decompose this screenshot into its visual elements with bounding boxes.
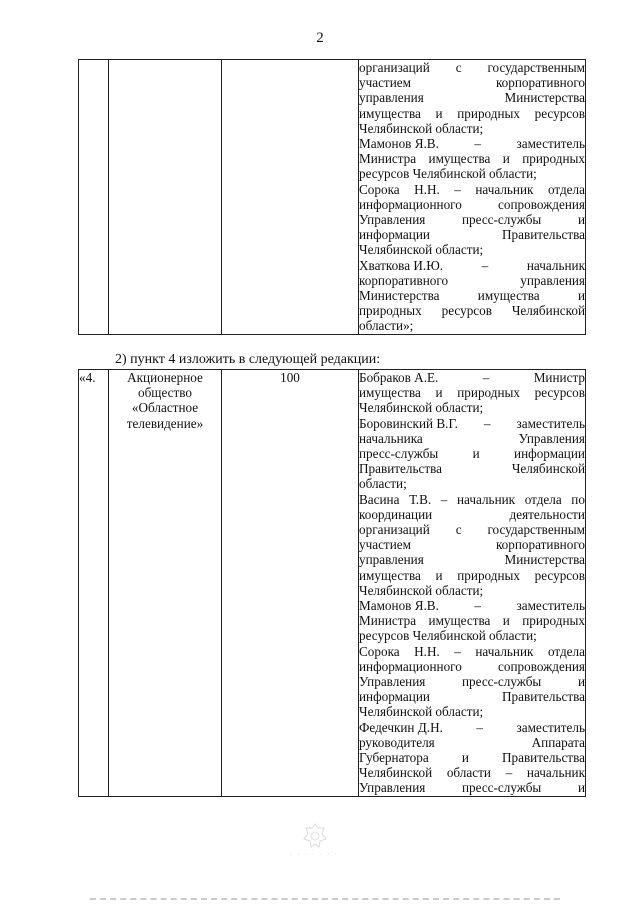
text-word: Челябинской <box>511 303 585 319</box>
text-word: имущества <box>359 105 421 121</box>
text-word: пресс-службы <box>359 446 439 462</box>
text-word: Челябинской области; <box>359 704 484 720</box>
text-word: – <box>476 719 483 735</box>
text-line <box>359 90 585 105</box>
text-word: Правительства <box>501 750 585 766</box>
text-line <box>359 704 585 719</box>
text-line <box>359 537 585 552</box>
text-word: природных <box>522 613 585 629</box>
text-line <box>359 461 585 476</box>
text-word: корпоративного <box>495 537 585 553</box>
text-word: – <box>483 415 491 431</box>
text-line <box>359 492 585 507</box>
text-word: начальник <box>475 643 534 659</box>
text-line <box>359 258 585 273</box>
text-line <box>359 182 585 197</box>
text-line <box>359 659 585 674</box>
cell-number <box>79 370 109 797</box>
text-word: начальник <box>456 491 516 507</box>
text-word: природных <box>359 303 422 319</box>
text-word: и <box>472 446 480 462</box>
text-word: управления <box>359 552 424 568</box>
text-line <box>359 318 585 333</box>
text-word: Т.В. <box>409 491 432 507</box>
text-word: Министра <box>359 151 417 167</box>
text-word: заместитель <box>516 415 585 431</box>
text-word: и <box>435 567 443 583</box>
text-line <box>359 106 585 121</box>
text-word: управления <box>520 272 585 288</box>
text-word: Сорока <box>359 643 400 659</box>
text-line <box>359 674 585 689</box>
cell-share <box>222 370 359 797</box>
text-word: и <box>577 674 585 690</box>
text-word: с <box>455 522 462 538</box>
organization-line: телевидение» <box>126 415 204 431</box>
text-word: Челябинской области; <box>359 400 484 416</box>
text-word: и <box>461 750 469 766</box>
text-line <box>359 136 585 151</box>
text-word: Правительства <box>502 689 585 705</box>
text-word: Министерства <box>504 552 585 568</box>
text-line <box>359 735 585 750</box>
representatives-text <box>359 370 585 796</box>
share-percent: 100 <box>280 370 300 385</box>
text-word: Челябинской <box>511 461 585 477</box>
page-bottom-artifact <box>90 898 560 900</box>
table-row <box>79 370 586 797</box>
text-line <box>359 60 585 75</box>
text-word: Мамонов Я.В. <box>359 598 439 614</box>
table-row <box>79 60 586 335</box>
text-word: Челябинской области; <box>359 120 484 136</box>
text-line <box>359 583 585 598</box>
text-line <box>359 644 585 659</box>
text-word: корпоративного <box>359 272 449 288</box>
text-word: пресс-службы <box>462 780 542 796</box>
text-word: ресурсов <box>534 567 585 583</box>
cell-organization <box>109 370 222 797</box>
text-line <box>359 212 585 227</box>
text-word: и <box>435 105 443 121</box>
organization-line: общество <box>138 385 192 401</box>
text-line <box>359 121 585 136</box>
organization-name <box>109 370 221 431</box>
text-word: сопровождения <box>498 658 585 674</box>
text-word: и <box>577 212 585 228</box>
cell-representatives <box>359 370 586 797</box>
text-word: области <box>446 765 491 781</box>
text-word: Бобраков А.Е. <box>359 370 439 385</box>
text-word: Мамонов Я.В. <box>359 136 439 152</box>
text-line <box>359 273 585 288</box>
text-word: Хваткова И.Ю. <box>359 257 444 273</box>
text-word: Челябинской <box>359 765 433 781</box>
text-word: и <box>577 288 585 304</box>
text-word: Васина <box>359 491 400 507</box>
seal-watermark <box>302 822 328 850</box>
text-word: Н.Н. <box>414 643 440 659</box>
text-word: Управления <box>359 674 426 690</box>
text-word: начальник <box>475 181 534 197</box>
stamp-dots: · · · · · · · <box>290 852 339 858</box>
text-word: с <box>455 60 462 75</box>
text-word: – <box>474 136 481 152</box>
cell-organization <box>109 60 222 335</box>
text-line <box>359 242 585 257</box>
text-word: Федечкин Д.Н. <box>359 719 443 735</box>
text-line <box>359 400 585 415</box>
organization-line: «Областное <box>131 400 199 416</box>
text-word: Сорока <box>359 181 400 197</box>
text-word: Управления <box>518 430 585 446</box>
text-word: Правительства <box>359 461 442 477</box>
text-word: управления <box>359 90 424 106</box>
text-word: природных <box>457 385 520 401</box>
text-word: Министерства <box>504 90 585 106</box>
text-word: – <box>481 257 489 273</box>
text-word: участием <box>359 75 411 91</box>
text-line <box>359 598 585 613</box>
text-word: информации <box>359 689 430 705</box>
text-word: – <box>454 181 461 197</box>
text-word: имущества <box>359 567 421 583</box>
text-word: заместитель <box>516 598 585 614</box>
text-word: и <box>502 613 510 629</box>
text-line <box>359 689 585 704</box>
text-word: Губернатора <box>359 750 429 766</box>
text-word: – <box>454 643 461 659</box>
text-word: пресс-службы <box>462 212 542 228</box>
text-line <box>359 522 585 537</box>
members-table-continued <box>78 59 586 335</box>
text-word: организаций <box>359 522 430 538</box>
text-line <box>359 628 585 643</box>
text-word: руководителя <box>359 734 435 750</box>
text-word: Правительства <box>502 227 585 243</box>
text-word: начальника <box>359 430 423 446</box>
text-word: – <box>505 765 513 781</box>
text-line <box>359 552 585 567</box>
text-word: области»; <box>359 318 414 334</box>
cell-number <box>79 60 109 335</box>
text-word: отдела <box>524 491 562 507</box>
text-line <box>359 750 585 765</box>
text-word: ресурсов Челябинской области; <box>359 628 537 644</box>
text-line <box>359 720 585 735</box>
text-word: государственным <box>487 522 585 538</box>
text-word: Аппарата <box>531 734 585 750</box>
text-word: природных <box>457 105 520 121</box>
text-word: природных <box>457 567 520 583</box>
text-word: Министра <box>359 613 417 629</box>
text-word: Боровинский В.Г. <box>359 415 458 431</box>
text-word: ресурсов <box>534 105 585 121</box>
text-word: – <box>474 598 481 614</box>
text-line <box>359 197 585 212</box>
item-number: «4. <box>79 370 96 385</box>
text-word: имущества <box>359 385 421 401</box>
text-word: начальник <box>526 765 585 781</box>
text-word: ресурсов <box>441 303 492 319</box>
text-word: Управления <box>359 780 426 796</box>
text-word: корпоративного <box>495 75 585 91</box>
text-word: и <box>577 780 585 796</box>
text-word: информационного <box>359 196 462 212</box>
text-word: отдела <box>547 643 585 659</box>
text-word: имущества <box>477 288 540 304</box>
text-line <box>359 613 585 628</box>
text-word: ресурсов <box>534 385 585 401</box>
text-word: деятельности <box>509 506 585 522</box>
text-word: по <box>571 491 585 507</box>
cell-representatives <box>359 60 586 335</box>
text-word: координации <box>359 506 433 522</box>
text-line <box>359 166 585 181</box>
text-word: области; <box>359 476 407 492</box>
text-word: и <box>502 151 510 167</box>
members-table-item-4 <box>78 369 586 797</box>
text-word: заместитель <box>516 136 585 152</box>
text-word: – <box>482 370 490 385</box>
text-word: участием <box>359 537 411 553</box>
text-word: Министерства <box>359 288 440 304</box>
text-word: имущества <box>428 151 491 167</box>
text-word: пресс-службы <box>462 674 542 690</box>
text-word: Челябинской области; <box>359 242 484 258</box>
text-word: сопровождения <box>498 196 585 212</box>
text-line <box>359 151 585 166</box>
text-word: и <box>435 385 443 401</box>
text-word: заместитель <box>516 719 585 735</box>
text-word: Министр <box>533 370 585 385</box>
amendment-instruction: 2) пункт 4 изложить в следующей редакции: <box>115 352 381 367</box>
text-line <box>359 568 585 583</box>
text-word: имущества <box>428 613 491 629</box>
text-line <box>359 227 585 242</box>
text-word: Н.Н. <box>414 181 440 197</box>
text-line <box>359 288 585 303</box>
text-word: информационного <box>359 658 462 674</box>
cell-share <box>222 60 359 335</box>
text-line <box>359 75 585 90</box>
text-word: – <box>440 491 448 507</box>
text-line <box>359 507 585 522</box>
text-line <box>359 385 585 400</box>
page-number: 2 <box>316 30 324 46</box>
text-word: начальник <box>526 257 585 273</box>
text-line <box>359 446 585 461</box>
text-word: информации <box>359 227 430 243</box>
organization-line: Акционерное <box>127 370 203 385</box>
text-line <box>359 431 585 446</box>
text-line <box>359 780 585 795</box>
text-word: Управления <box>359 212 426 228</box>
text-word: отдела <box>547 181 585 197</box>
text-word: ресурсов Челябинской области; <box>359 166 537 182</box>
text-word: государственным <box>487 60 585 75</box>
text-word: информации <box>514 446 585 462</box>
text-word: природных <box>522 151 585 167</box>
text-line <box>359 416 585 431</box>
text-line <box>359 370 585 385</box>
text-word: Челябинской области; <box>359 582 484 598</box>
text-line <box>359 476 585 491</box>
text-line <box>359 765 585 780</box>
text-line <box>359 303 585 318</box>
text-word: организаций <box>359 60 430 75</box>
representatives-text <box>359 60 585 334</box>
